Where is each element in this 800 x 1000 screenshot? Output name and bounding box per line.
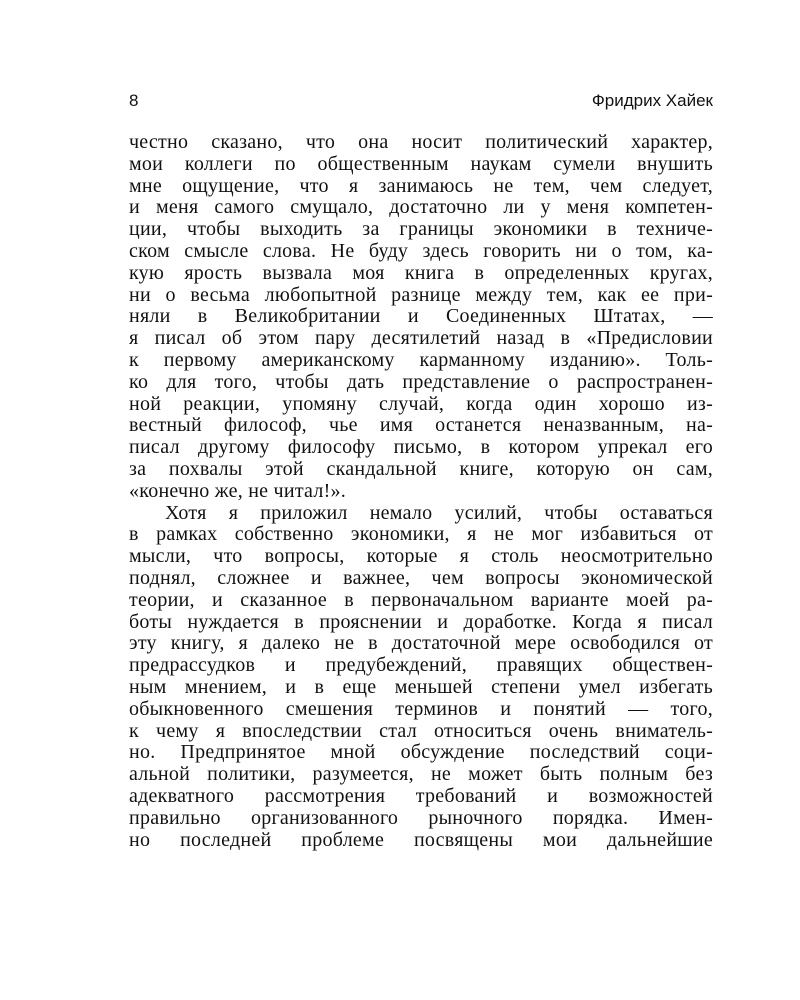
text-line: но. Предпринятое мной обсуждение последствий соци-	[129, 741, 713, 764]
text-line: ни о весьма любопытной разнице между тем, как ее при-	[129, 283, 713, 306]
book-page	[129, 88, 713, 851]
page-number: 8	[129, 91, 139, 110]
text-line: за похвалы этой скандальной книге, которую он сам,	[129, 457, 713, 480]
text-line: кую ярость вызвала моя книга в определенных кругах,	[129, 261, 713, 284]
text-line: боты нуждается в прояснении и доработке. Когда я писал	[129, 610, 713, 633]
text-line: ском смысле слова. Не буду здесь говорить ни о том, ка-	[129, 239, 713, 262]
paragraph-2	[129, 503, 713, 852]
text-line: к чему я впоследствии стал относиться очень вниматель-	[129, 719, 713, 742]
running-head	[129, 88, 713, 114]
text-line: эту книгу, я далеко не в достаточной мере освободился от	[129, 632, 713, 655]
text-line: вестный философ, чье имя останется неназванным, на-	[129, 414, 713, 437]
body-text	[129, 132, 713, 851]
text-line: ции, чтобы выходить за границы экономики в техниче-	[129, 218, 713, 241]
text-line: к первому американскому карманному изданию». Толь-	[129, 348, 713, 371]
text-line: правильно организованного рыночного порядка. Имен-	[129, 806, 713, 829]
text-line: ным мнением, и в еще меньшей степени умел избегать	[129, 675, 713, 698]
text-line: предрассудков и предубеждений, правящих обществен-	[129, 654, 713, 677]
paragraph-1	[129, 132, 713, 503]
text-line: и меня самого смущало, достаточно ли у меня компетен-	[129, 196, 713, 219]
text-line: обыкновенного смешения терминов и понятий — того,	[129, 697, 713, 720]
text-line: я писал об этом пару десятилетий назад в «Предисловии	[129, 327, 713, 350]
text-line: мои коллеги по общественным наукам сумели внушить	[129, 152, 713, 175]
text-line: ко для того, чтобы дать представление о распространен-	[129, 370, 713, 393]
text-line: ной реакции, упомяну случай, когда один хорошо из-	[129, 392, 713, 415]
text-line: честно сказано, что она носит политический характер,	[129, 131, 713, 153]
running-title: Фридрих Хайек	[591, 91, 713, 110]
text-line: няли в Великобритании и Соединенных Штатах, —	[129, 305, 713, 328]
text-line: мне ощущение, что я занимаюсь не тем, чем следует,	[129, 174, 713, 197]
text-line: мысли, что вопросы, которые я столь неосмотрительно	[129, 545, 713, 568]
text-line: альной политики, разумеется, не может быть полным без	[129, 763, 713, 786]
text-line: теории, и сказанное в первоначальном варианте моей ра-	[129, 588, 713, 611]
text-line: «конечно же, не читал!».	[129, 479, 346, 502]
text-line: в рамках собственно экономики, я не мог избавиться от	[129, 523, 713, 546]
text-line: поднял, сложнее и важнее, чем вопросы экономической	[129, 566, 713, 589]
text-line: писал другому философу письмо, в котором упрекал его	[129, 436, 713, 459]
text-line: адекватного рассмотрения требований и возможностей	[129, 784, 713, 807]
text-line: но последней проблеме посвящены мои дальнейшие	[129, 828, 713, 851]
text-line: Хотя я приложил немало усилий, чтобы оставаться	[165, 501, 713, 524]
